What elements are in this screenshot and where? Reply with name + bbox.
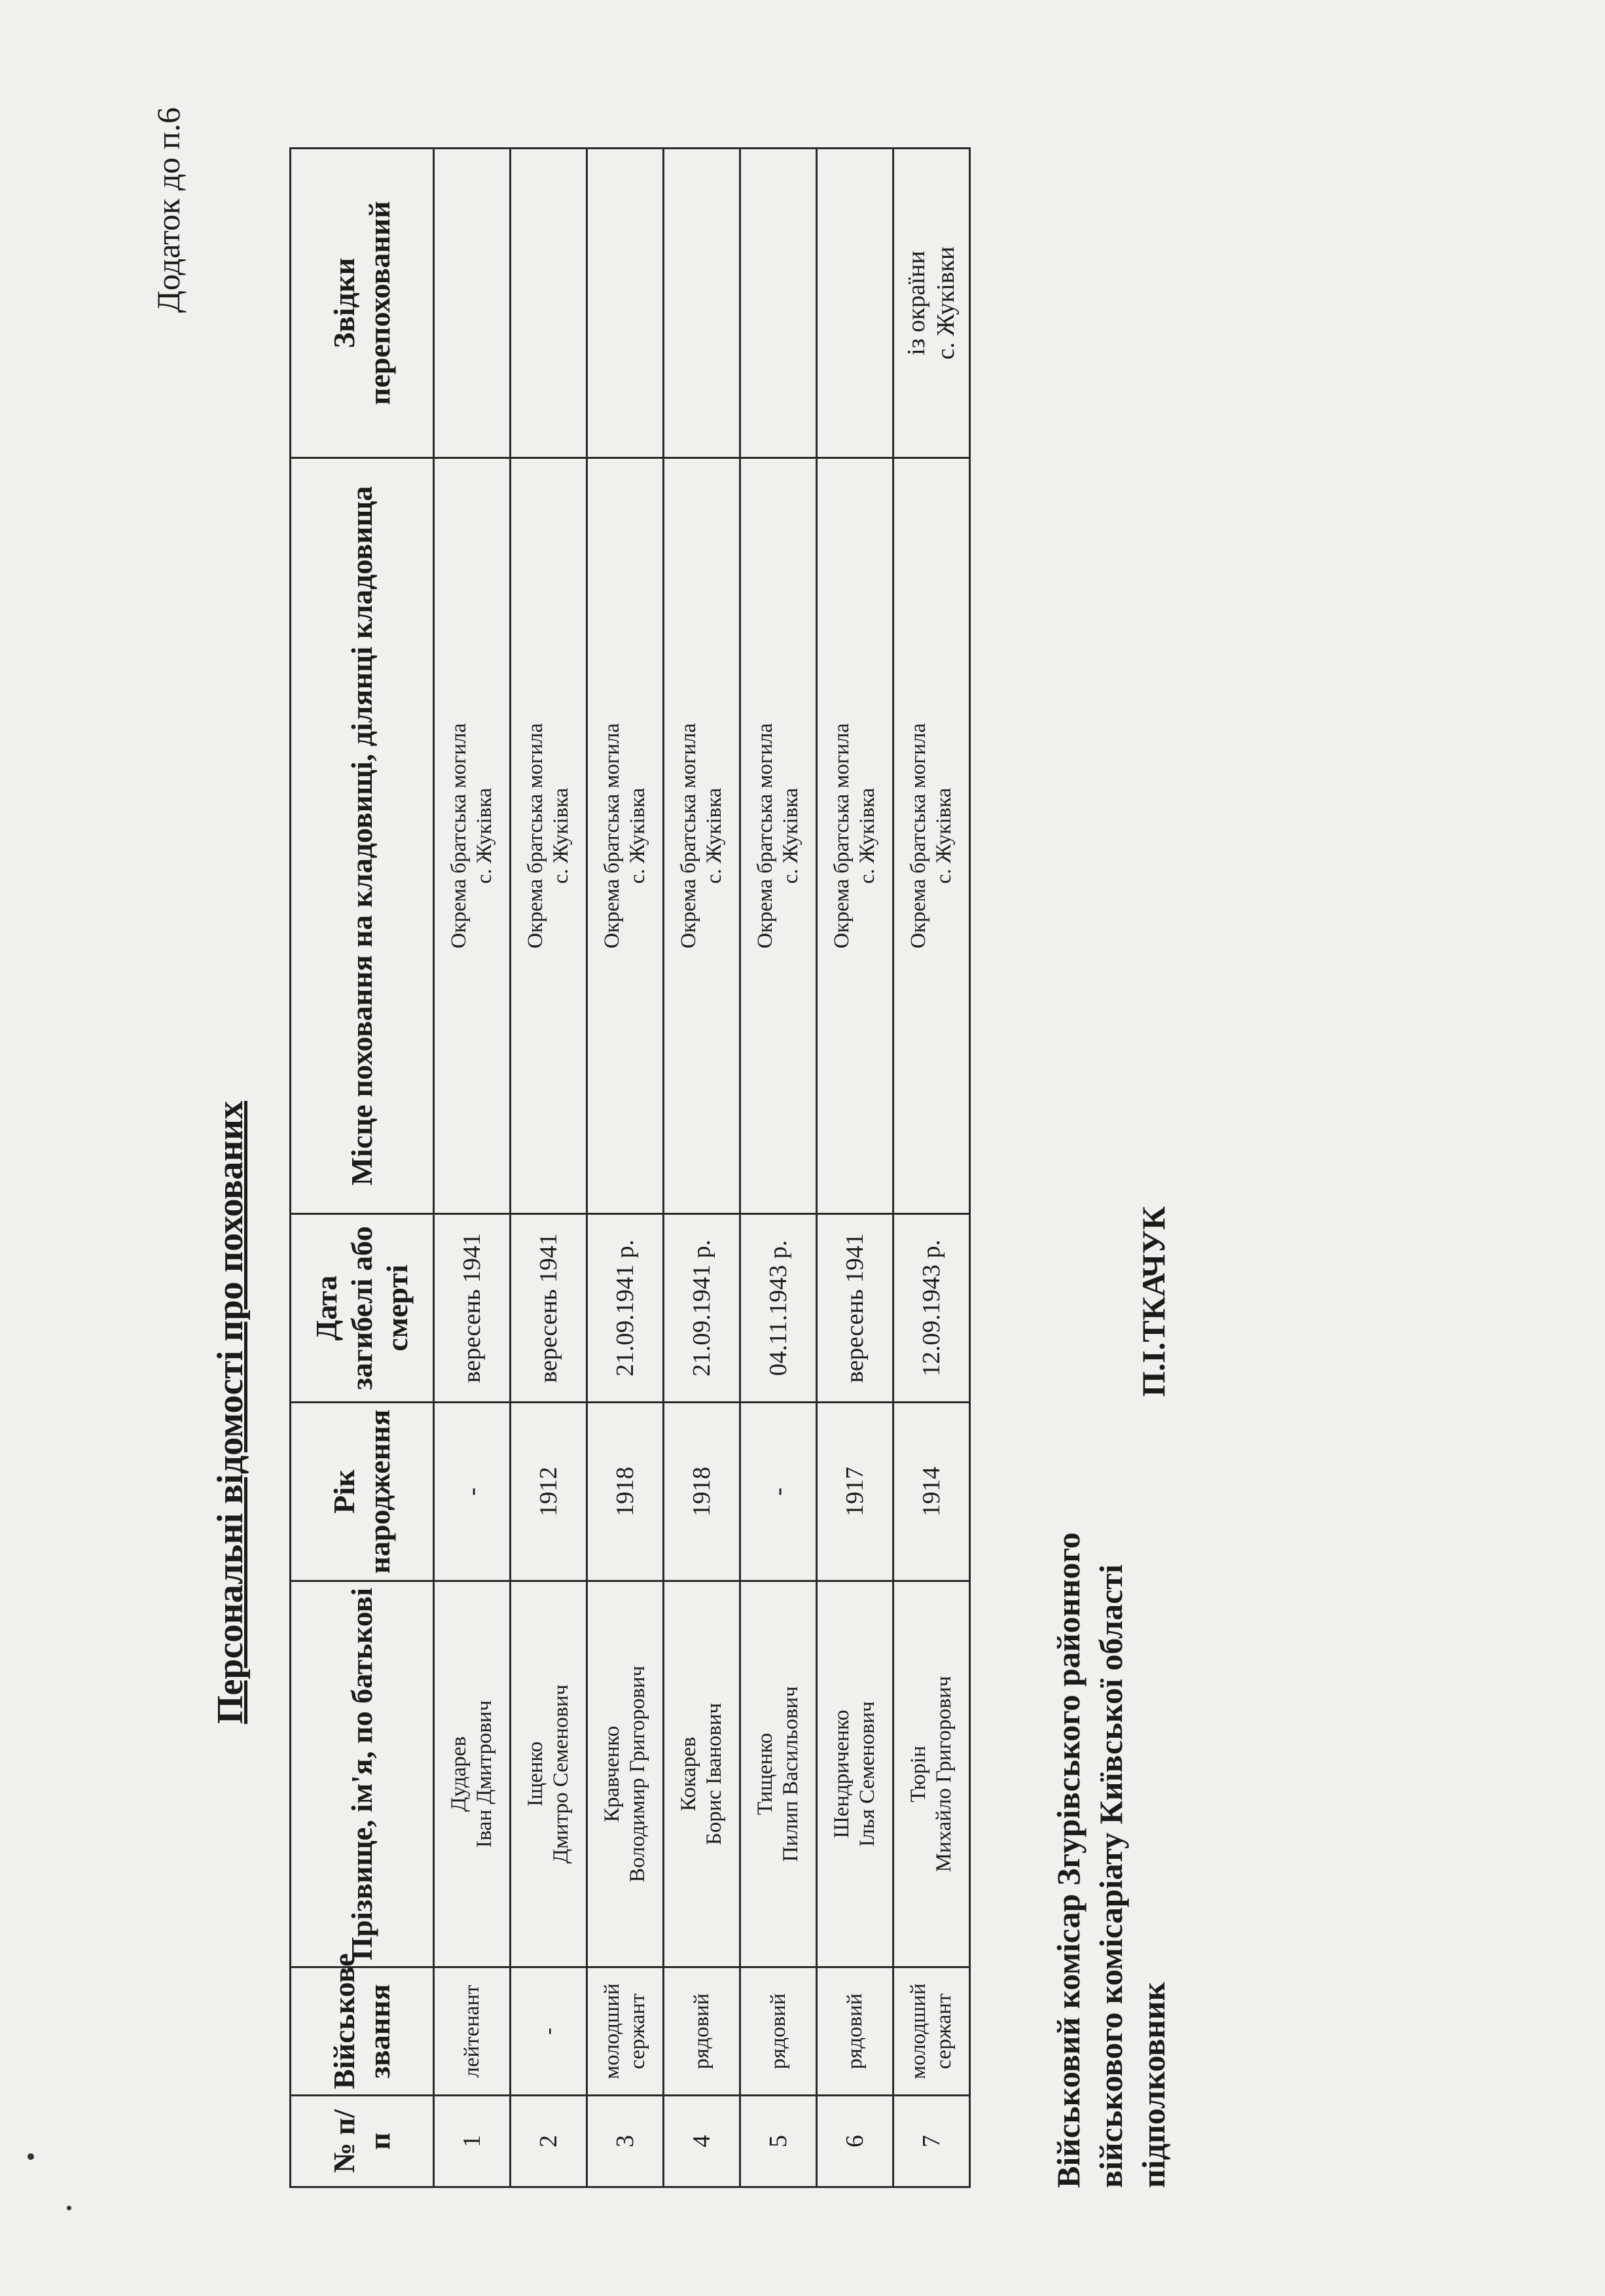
cell-surname: Кравченко: [600, 1725, 624, 1823]
cell-rank: лейтенант: [434, 1967, 511, 2096]
cell-birth-year: 1914: [893, 1403, 970, 1581]
cell-death-date: 04.11.1943 р.: [740, 1214, 817, 1403]
table-row: [664, 149, 740, 2187]
cell-surname: Тюрін: [907, 1746, 931, 1803]
cell-burial-line1: Окрема братська могила: [524, 723, 548, 949]
cell-given-name: Михайло Григорович: [932, 1676, 956, 1873]
table-row: [893, 149, 970, 2187]
table-row: [587, 149, 664, 2187]
cell-burial-line2: с. Жуківка: [549, 787, 573, 884]
cell-reburied-from: [893, 149, 970, 458]
header-death-date: Дата загибелі або смерті: [291, 1214, 434, 1403]
cell-burial-line2: с. Жуківка: [473, 787, 496, 884]
header-rank: Військове звання: [291, 1967, 434, 2096]
cell-burial-line2: с. Жуківка: [779, 787, 803, 884]
cell-num: 5: [740, 2096, 817, 2187]
cell-name: [893, 1581, 970, 1967]
signature-position: підполковник: [1135, 1982, 1172, 2188]
cell-rank: молодший сержант: [587, 1967, 664, 2096]
cell-from-line1: із окраїни: [903, 251, 931, 355]
table-row: [434, 149, 511, 2187]
header-reburied-from: Звідки перепохований: [291, 149, 434, 458]
cell-name: [664, 1581, 740, 1967]
cell-burial-line2: с. Жуківка: [932, 787, 956, 884]
table-header-row: [291, 149, 434, 2187]
cell-num: 6: [817, 2096, 893, 2187]
cell-rank: рядовий: [740, 1967, 817, 2096]
signature-name: П.І.ТКАЧУК: [1135, 1206, 1172, 1397]
cell-burial-place: [664, 458, 740, 1214]
cell-reburied-from: [434, 149, 511, 458]
header-num: № п/п: [291, 2096, 434, 2187]
header-birth-year: Рік народження: [291, 1403, 434, 1581]
cell-given-name: Ілья Семенович: [856, 1701, 879, 1847]
cell-burial-line1: Окрема братська могила: [830, 723, 854, 949]
cell-reburied-from: [664, 149, 740, 458]
cell-burial-place: [511, 458, 587, 1214]
cell-num: 3: [587, 2096, 664, 2187]
cell-reburied-from: [817, 149, 893, 458]
cell-name: [740, 1581, 817, 1967]
cell-given-name: Володимир Григорович: [626, 1665, 649, 1883]
cell-name: [434, 1581, 511, 1967]
signature-line3: [1132, 1206, 1175, 2188]
signature-line2: військового комісаріату Київської області: [1092, 1564, 1129, 2188]
cell-burial-place: [893, 458, 970, 1214]
cell-given-name: Пилип Васильович: [779, 1686, 803, 1862]
cell-reburied-from: [511, 149, 587, 458]
cell-surname: Іщенко: [524, 1741, 548, 1807]
cell-birth-year: 1912: [511, 1403, 587, 1581]
table-row: [817, 149, 893, 2187]
cell-rank: -: [511, 1967, 587, 2096]
cell-reburied-from: [740, 149, 817, 458]
cell-burial-line1: Окрема братська могила: [447, 723, 471, 949]
cell-death-date: вересень 1941: [434, 1214, 511, 1403]
cell-name: [587, 1581, 664, 1967]
header-burial-place: Місце поховання на кладовищі, ділянці кладовища: [291, 458, 434, 1214]
cell-burial-place: [434, 458, 511, 1214]
cell-num: 7: [893, 2096, 970, 2187]
cell-burial-line2: с. Жуківка: [626, 787, 649, 884]
cell-death-date: вересень 1941: [511, 1214, 587, 1403]
cell-reburied-from: [587, 149, 664, 458]
cell-name: [511, 1581, 587, 1967]
cell-num: 1: [434, 2096, 511, 2187]
signature-line1: Військовий комісар Згурівського районного: [1050, 1532, 1087, 2188]
cell-burial-place: [740, 458, 817, 1214]
cell-birth-year: 1917: [817, 1403, 893, 1581]
cell-given-name: Дмитро Семенович: [549, 1684, 573, 1864]
cell-surname: Дударев: [447, 1736, 471, 1812]
cell-given-name: Іван Дмитрович: [473, 1700, 496, 1848]
cell-rank: рядовий: [817, 1967, 893, 2096]
cell-birth-year: -: [434, 1403, 511, 1581]
document-title: Персональні відомості про похованих: [210, 1101, 251, 1724]
cell-num: 2: [511, 2096, 587, 2187]
cell-burial-place: [587, 458, 664, 1214]
cell-death-date: 21.09.1941 р.: [664, 1214, 740, 1403]
cell-burial-line2: с. Жуківка: [856, 787, 879, 884]
cell-surname: Тищенко: [753, 1732, 778, 1816]
cell-birth-year: -: [740, 1403, 817, 1581]
table-row: [511, 149, 587, 2187]
header-name: Прізвище, ім'я, по батькові: [291, 1581, 434, 1967]
cell-given-name: Борис Іванович: [702, 1702, 726, 1846]
cell-from-line2: с. Жуківки: [932, 246, 960, 360]
table-row: [740, 149, 817, 2187]
cell-death-date: 21.09.1941 р.: [587, 1214, 664, 1403]
cell-burial-line1: Окрема братська могила: [677, 723, 701, 949]
cell-burial-line1: Окрема братська могила: [907, 723, 931, 949]
signature-block: [1047, 1206, 1175, 2188]
cell-burial-line1: Окрема братська могила: [753, 723, 778, 949]
cell-burial-line2: с. Жуківка: [702, 787, 726, 884]
cell-surname: Кокарев: [677, 1736, 701, 1812]
cell-num: 4: [664, 2096, 740, 2187]
cell-rank: молодший сержант: [893, 1967, 970, 2096]
appendix-note: Додаток до п.6: [150, 107, 187, 313]
cell-burial-line1: Окрема братська могила: [600, 723, 624, 949]
cell-rank: рядовий: [664, 1967, 740, 2096]
cell-name: [817, 1581, 893, 1967]
burials-table: [289, 147, 971, 2188]
cell-death-date: вересень 1941: [817, 1214, 893, 1403]
cell-birth-year: 1918: [587, 1403, 664, 1581]
cell-death-date: 12.09.1943 р.: [893, 1214, 970, 1403]
cell-burial-place: [817, 458, 893, 1214]
cell-surname: Шендриченко: [830, 1710, 854, 1839]
cell-birth-year: 1918: [664, 1403, 740, 1581]
